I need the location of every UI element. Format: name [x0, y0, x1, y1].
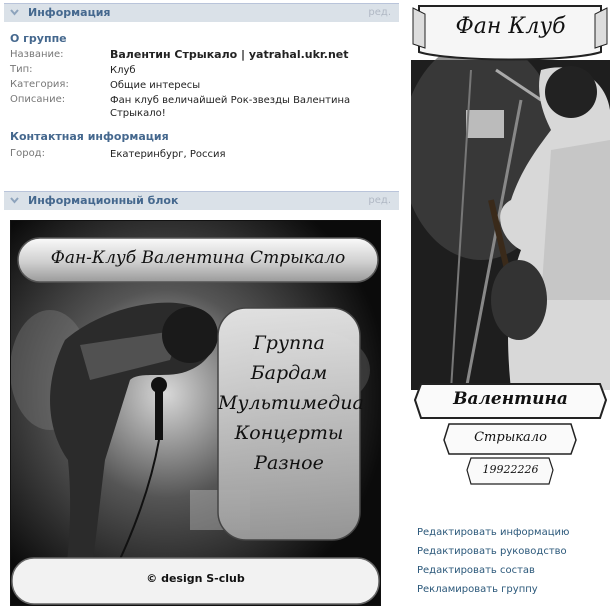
banner-menu-item-multimedia[interactable]: Мультимедиа	[218, 392, 364, 414]
description-label: Описание:	[10, 94, 66, 105]
chevron-down-icon	[9, 7, 20, 18]
info-section-header[interactable]	[4, 3, 399, 22]
edit-info-link[interactable]: Редактировать информацию	[417, 527, 570, 538]
city-label: Город:	[10, 148, 45, 159]
chevron-down-icon	[9, 195, 20, 206]
banner-menu-item-group[interactable]: Группа	[253, 332, 325, 354]
name-value: Валентин Стрыкало | yatrahal.ukr.net	[110, 48, 349, 61]
group-avatar-poster	[411, 0, 610, 518]
info-block-section-title: Информационный блок	[28, 194, 179, 207]
banner-menu-item-concerts[interactable]: Концерты	[234, 422, 344, 444]
poster-name-last: Стрыкало	[474, 430, 547, 445]
poster-name-first: Валентина	[453, 389, 568, 409]
info-section-title: Информация	[28, 6, 111, 19]
info-block-edit-link[interactable]: ред.	[368, 195, 391, 206]
contacts-heading: Контактная информация	[10, 130, 169, 143]
fan-club-banner[interactable]	[10, 220, 381, 606]
info-edit-link[interactable]: ред.	[368, 7, 391, 18]
banner-menu	[218, 328, 364, 478]
banner-title: Фан-Клуб Валентина Стрыкало	[50, 248, 346, 268]
admin-links	[417, 527, 569, 595]
about-heading: О группе	[10, 32, 67, 45]
edit-management-link[interactable]: Редактировать руководство	[417, 546, 567, 557]
category-value: Общие интересы	[110, 80, 201, 91]
banner-menu-item-misc[interactable]: Разное	[254, 452, 324, 474]
type-label: Тип:	[10, 64, 33, 75]
banner-copyright: © design S-club	[146, 572, 245, 585]
category-label: Категория:	[10, 79, 69, 90]
info-block-section-header[interactable]	[4, 191, 399, 210]
poster-date: 19922226	[482, 463, 539, 476]
name-label: Название:	[10, 49, 64, 60]
poster-title: Фан Клуб	[455, 14, 566, 39]
city-value: Екатеринбург, Россия	[110, 149, 226, 160]
description-value: Фан клуб величайшей Рок-звезды Валентина Стрыкало!	[110, 95, 351, 119]
type-value: Клуб	[110, 65, 136, 76]
banner-menu-item-bardam[interactable]: Бардам	[250, 362, 328, 384]
advertise-group-link[interactable]: Рекламировать группу	[417, 584, 538, 595]
edit-members-link[interactable]: Редактировать состав	[417, 565, 535, 576]
